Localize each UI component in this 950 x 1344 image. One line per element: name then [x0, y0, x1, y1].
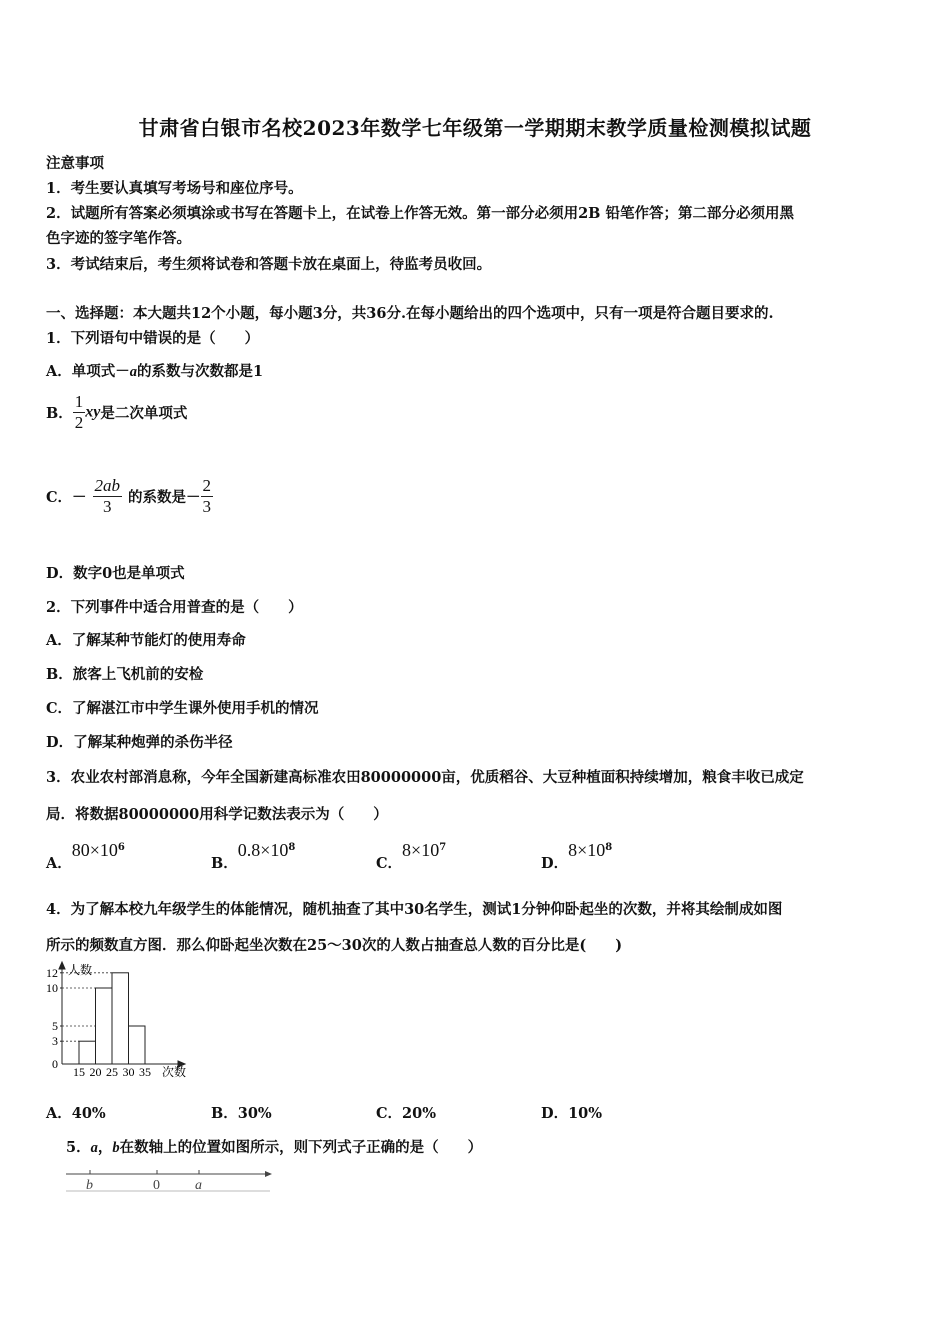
label-a: a: [195, 1178, 202, 1193]
x-tick-15: 15: [73, 1065, 85, 1079]
q3-stem-line2: 局．将数据80000000用科学记数法表示为（ ）: [46, 806, 388, 823]
q2-stem: 2．下列事件中适合用普查的是（ ）: [46, 599, 303, 616]
y-tick-5: 5: [52, 1019, 58, 1033]
y-tick-3: 3: [52, 1034, 58, 1049]
x-tick-35: 35: [139, 1065, 151, 1079]
q5-prefix: 5．: [66, 1139, 91, 1156]
notice-item-3: 3．考试结束后，考生须将试卷和答题卡放在桌面上，待监考员收回。: [46, 256, 492, 273]
q4-option-d: D．10%: [541, 1105, 603, 1122]
q3-c-base: 8×10: [402, 840, 440, 860]
q3-option-a: [46, 840, 125, 873]
notice-item-2: 2．试题所有答案必须填涂或书写在答题卡上，在试卷上作答无效。第一部分必须用2B 铅笔作答；第二部分必须用黑: [46, 205, 794, 222]
q1-option-d: D．数字0也是单项式: [46, 565, 185, 582]
page-title: 甘肃省白银市名校2023年数学七年级第一学期期末教学质量检测模拟试题: [138, 116, 812, 140]
q3-c-label: C．: [376, 855, 403, 872]
q1-c-fraction-2: [201, 476, 214, 517]
q3-b-base: 0.8×10: [237, 840, 289, 860]
q2-option-a: A．了解某种节能灯的使用寿命: [46, 632, 246, 649]
q4-option-a: A．40%: [46, 1105, 106, 1122]
q3-a-exp: 6: [117, 842, 125, 854]
q1-c-den: 3: [93, 496, 123, 517]
q4-option-b: B．30%: [211, 1105, 272, 1122]
number-line: [62, 1162, 277, 1196]
q3-c-exp: 7: [439, 842, 447, 854]
q5-suffix: 在数轴上的位置如图所示，则下列式子正确的是（ ）: [119, 1139, 483, 1156]
q1-b-den: 2: [74, 413, 84, 432]
label-0: 0: [153, 1178, 160, 1193]
q1-b-suffix: 是二次单项式: [100, 405, 188, 422]
q1-b-prefix: B．: [46, 405, 73, 422]
q1-a-var: a: [129, 364, 137, 380]
q1-option-c: [46, 476, 213, 517]
q3-d-label: D．: [541, 855, 569, 872]
y-tick-10: 10: [46, 981, 58, 995]
q3-d-exp: 8: [605, 842, 613, 854]
q5-stem: [66, 1136, 482, 1157]
label-b: b: [86, 1178, 93, 1193]
q1-b-num: 1: [74, 392, 84, 411]
q3-b-label: B．: [211, 855, 238, 872]
q5-var-a: a: [90, 1140, 98, 1156]
number-line-arrow: [265, 1171, 272, 1177]
q1-c-mid: 的系数是－: [128, 489, 201, 506]
q4-stem-line1: 4．为了解本校九年级学生的体能情况，随机抽查了其中30名学生，测试1分钟仰卧起坐的次数，并将其绘制成如图: [46, 901, 783, 918]
notice-heading: 注意事项: [46, 155, 104, 172]
q3-option-c: [376, 840, 446, 873]
q3-a-base: 80×10: [71, 840, 118, 860]
y-tick-12: 12: [46, 965, 58, 980]
q1-c-fraction: [93, 476, 123, 517]
q1-a-suffix: 的系数与次数都是1: [137, 363, 264, 380]
section-heading: 一、选择题：本大题共12个小题，每小题3分，共36分.在每小题给出的四个选项中，只有一项是符合题目要求的.: [46, 305, 774, 322]
q2-option-b: B．旅客上飞机前的安检: [46, 666, 204, 683]
q3-option-b: [211, 840, 295, 873]
q3-stem-line1: 3．农业农村部消息称，今年全国新建高标准农田80000000亩，优质稻谷、大豆种植面积持续增加，粮食丰收已成定: [46, 769, 804, 786]
q3-a-label: A．: [46, 855, 72, 872]
q1-option-b: [46, 392, 187, 433]
notice-item-2-cont: 色字迹的签字笔作答。: [46, 230, 191, 247]
q2-option-c: C．了解湛江市中学生课外使用手机的情况: [46, 700, 319, 717]
q1-b-fraction: [73, 392, 86, 433]
x-tick-25: 25: [106, 1065, 118, 1079]
histogram-bar-15-20: [79, 1041, 96, 1064]
q4-option-c: C．20%: [376, 1105, 436, 1122]
q1-c-prefix: C．－: [46, 489, 87, 506]
y-tick-0: 0: [52, 1057, 58, 1071]
q3-b-exp: 8: [288, 842, 296, 854]
x-tick-30: 30: [122, 1065, 135, 1079]
q2-option-d: D．了解某种炮弹的杀伤半径: [46, 734, 233, 751]
q5-sep: ，: [97, 1139, 113, 1156]
q4-stem-line2: 所示的频数直方图．那么仰卧起坐次数在25～30次的人数占抽查总人数的百分比是( ): [46, 937, 623, 954]
x-axis-label: 次数: [162, 1065, 187, 1079]
y-axis-label: 人数: [68, 963, 93, 977]
q3-option-d: [541, 840, 612, 873]
histogram-bar-20-25: [96, 988, 113, 1064]
q1-b-var: xy: [85, 403, 101, 421]
q5-var-b: b: [112, 1140, 120, 1156]
q1-option-a: [46, 360, 263, 381]
histogram-bar-25-30: [112, 973, 129, 1064]
notice-item-1: 1．考生要认真填写考场号和座位序号。: [46, 180, 303, 197]
q1-c-den2: 3: [202, 497, 212, 516]
q1-stem: 1．下列语句中错误的是（ ）: [46, 330, 260, 347]
x-tick-20: 20: [89, 1065, 102, 1079]
frequency-histogram: [44, 960, 204, 1085]
q1-a-prefix: A．单项式－: [46, 363, 130, 380]
y-axis-arrow: [59, 962, 65, 969]
histogram-bar-30-35: [129, 1026, 146, 1064]
q1-c-num: 2ab: [94, 476, 121, 495]
q3-d-base: 8×10: [568, 840, 606, 860]
q1-c-num2: 2: [202, 476, 212, 495]
